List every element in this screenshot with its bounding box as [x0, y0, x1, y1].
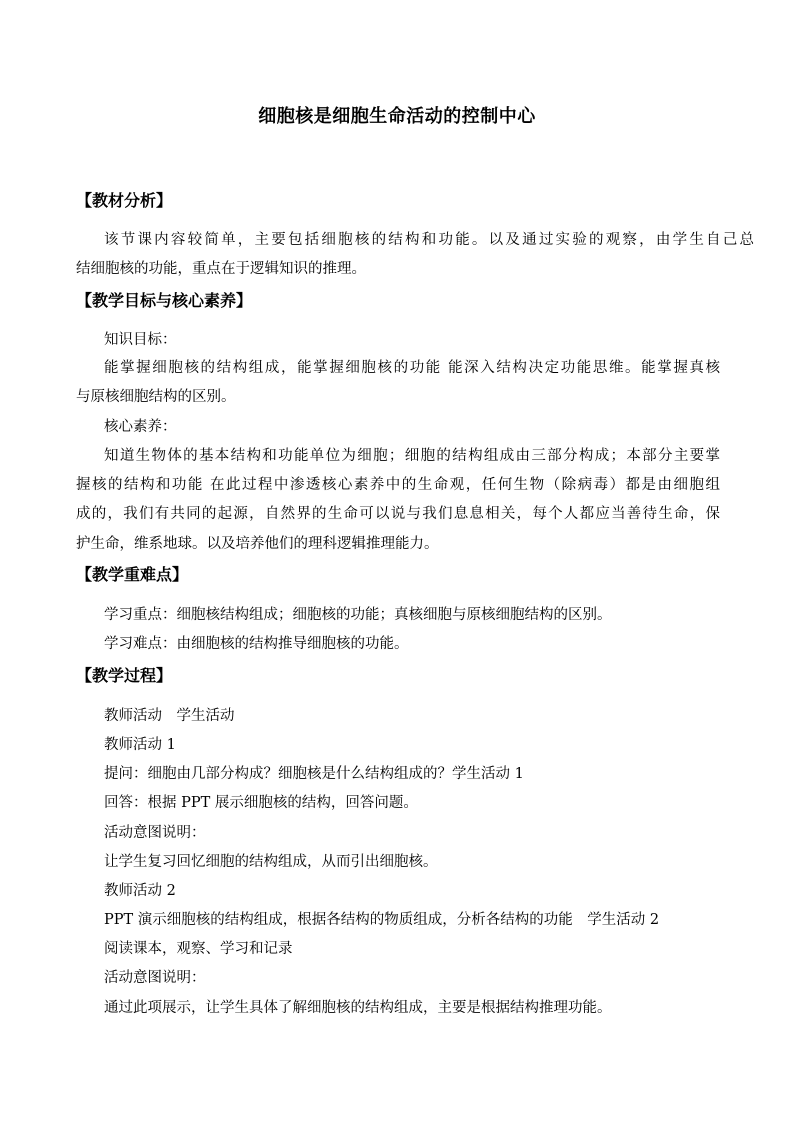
process-line: 提问：细胞由几部分构成？细胞核是什么结构组成的？学生活动 1	[104, 766, 524, 782]
section-heading-process: 【教学过程】	[76, 666, 173, 685]
learning-difficulty: 学习难点：由细胞核的结构推导细胞核的功能。	[104, 636, 409, 652]
process-line: 教师活动 1	[104, 737, 176, 753]
core-literacy-line-4: 护生命，维系地球。以及培养他们的理科逻辑推理能力。	[76, 536, 439, 552]
section-heading-objectives: 【教学目标与核心素养】	[76, 291, 253, 310]
section-heading-analysis: 【教材分析】	[76, 191, 173, 210]
core-literacy-line-2: 握核的结构和功能 在此过程中渗透核心素养中的生命观，任何生物（除病毒）都是由细胞组	[76, 477, 720, 493]
analysis-paragraph-line-1: 该节课内容较简单，主要包括细胞核的结构和功能。以及通过实验的观察，由学生自己总	[104, 232, 754, 248]
analysis-paragraph-line-2: 结细胞核的功能，重点在于逻辑知识的推理。	[76, 261, 366, 277]
learning-focus: 学习重点：细胞核结构组成；细胞核的功能；真核细胞与原核细胞结构的区别。	[104, 607, 612, 623]
process-line: 活动意图说明：	[104, 970, 206, 986]
core-literacy-line-3: 成的，我们有共同的起源，自然界的生命可以说与我们息息相关，每个人都应当善待生命，保	[76, 506, 720, 522]
knowledge-goal-label: 知识目标：	[104, 332, 177, 348]
process-line: 活动意图说明：	[104, 825, 206, 841]
document-title: 细胞核是细胞生命活动的控制中心	[258, 106, 536, 127]
process-line: PPT 演示细胞核的结构组成，根据各结构的物质组成，分析各结构的功能 学生活动 2	[104, 912, 660, 928]
process-line: 让学生复习回忆细胞的结构组成，从而引出细胞核。	[104, 854, 438, 870]
knowledge-goal-line-1: 能掌握细胞核的结构组成，能掌握细胞核的功能 能深入结构决定功能思维。能掌握真核	[104, 360, 720, 376]
process-line: 教师活动 学生活动	[104, 708, 235, 724]
knowledge-goal-line-2: 与原核细胞结构的区别。	[76, 389, 236, 405]
process-line: 通过此项展示，让学生具体了解细胞核的结构组成，主要是根据结构推理功能。	[104, 1000, 612, 1016]
core-literacy-label: 核心素养：	[104, 419, 177, 435]
process-line: 回答：根据 PPT 展示细胞核的结构，回答问题。	[104, 795, 418, 811]
section-heading-key-points: 【教学重难点】	[76, 565, 189, 584]
core-literacy-line-1: 知道生物体的基本结构和功能单位为细胞；细胞的结构组成由三部分构成；本部分主要掌	[104, 448, 720, 464]
process-line: 阅读课本，观察、学习和记录	[104, 941, 293, 957]
process-line: 教师活动 2	[104, 883, 176, 899]
